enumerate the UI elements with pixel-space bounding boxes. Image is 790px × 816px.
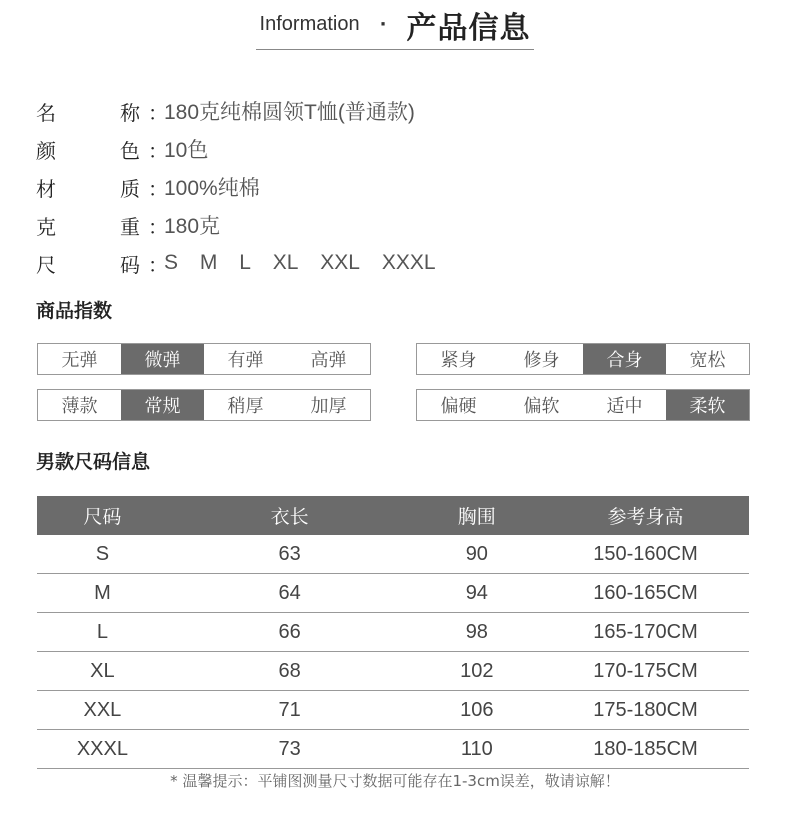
info-colon: ： — [148, 214, 168, 239]
header-separator-dot: · — [379, 14, 387, 35]
info-value: 180克 — [164, 215, 221, 238]
index-option: 偏软 — [523, 396, 560, 417]
header-chinese-title: 产品信息 — [406, 10, 531, 46]
table-cell: M — [37, 574, 168, 613]
index-option: 薄款 — [61, 396, 98, 417]
table-cell: 110 — [412, 730, 543, 769]
info-value: 100%纯棉 — [164, 177, 260, 200]
info-row-name — [36, 92, 452, 130]
info-key: 颜 — [36, 138, 56, 163]
table-cell: XXL — [37, 691, 168, 730]
info-key: 质 — [120, 176, 140, 201]
column-header: 参考身高 — [542, 496, 749, 535]
info-colon: ： — [148, 176, 168, 201]
info-key: 色 — [120, 138, 140, 163]
table-cell: 90 — [412, 535, 543, 574]
table-row — [37, 730, 749, 769]
size-option: L — [239, 251, 251, 274]
table-cell: 64 — [168, 574, 412, 613]
product-info-list — [36, 92, 452, 282]
index-option: 有弹 — [227, 350, 264, 371]
info-key: 码 — [120, 252, 140, 277]
size-option: XXXL — [381, 251, 436, 274]
index-option: 高弹 — [310, 350, 347, 371]
info-value: 180克纯棉圆领T恤(普通款) — [164, 101, 415, 124]
info-key: 重 — [120, 214, 140, 239]
table-cell: S — [37, 535, 168, 574]
table-cell: XL — [37, 652, 168, 691]
table-cell: 94 — [412, 574, 543, 613]
index-option: 适中 — [606, 396, 643, 417]
elasticity-index — [37, 343, 371, 375]
table-cell: 150-160CM — [542, 535, 749, 574]
info-size-list — [164, 251, 452, 275]
measurement-tip: * 温馨提示：平铺图测量尺寸数据可能存在1-3cm误差，敬请谅解！ — [170, 772, 620, 790]
table-cell: 68 — [168, 652, 412, 691]
info-value: 10色 — [164, 139, 209, 162]
info-colon: ： — [148, 252, 168, 277]
size-option: XL — [272, 251, 299, 274]
size-option: M — [199, 251, 218, 274]
table-cell: 63 — [168, 535, 412, 574]
table-row — [37, 535, 749, 574]
thickness-index — [37, 389, 371, 421]
index-option: 稍厚 — [227, 396, 264, 417]
index-option-selected: 柔软 — [666, 390, 749, 420]
info-key: 名 — [36, 100, 56, 125]
size-section-title: 男款尺码信息 — [36, 451, 151, 473]
table-cell: 66 — [168, 613, 412, 652]
table-cell: 73 — [168, 730, 412, 769]
header-title-group — [256, 3, 535, 50]
table-row — [37, 613, 749, 652]
column-header: 尺码 — [37, 496, 168, 535]
table-row — [37, 652, 749, 691]
index-option: 偏硬 — [440, 396, 477, 417]
table-row — [37, 691, 749, 730]
index-option-selected: 常规 — [121, 390, 204, 420]
table-cell: 98 — [412, 613, 543, 652]
size-chart-table — [37, 496, 749, 769]
header-english-title: Information — [259, 13, 360, 35]
index-option: 宽松 — [689, 350, 726, 371]
index-option-selected: 微弹 — [121, 344, 204, 374]
table-cell: 71 — [168, 691, 412, 730]
table-cell: 170-175CM — [542, 652, 749, 691]
table-cell: 180-185CM — [542, 730, 749, 769]
info-row-color — [36, 130, 452, 168]
table-cell: 102 — [412, 652, 543, 691]
info-row-material — [36, 168, 452, 206]
column-header: 胸围 — [412, 496, 543, 535]
info-colon: ： — [148, 138, 168, 163]
index-option: 无弹 — [61, 350, 98, 371]
info-key: 尺 — [36, 252, 56, 277]
index-option: 修身 — [523, 350, 560, 371]
table-header-row — [37, 496, 749, 535]
size-option: S — [164, 251, 179, 274]
info-row-sizes — [36, 244, 452, 282]
page-header — [0, 6, 790, 46]
table-cell: 160-165CM — [542, 574, 749, 613]
index-option: 加厚 — [310, 396, 347, 417]
table-cell: 175-180CM — [542, 691, 749, 730]
column-header: 衣长 — [168, 496, 412, 535]
softness-index — [416, 389, 750, 421]
index-section-title: 商品指数 — [36, 300, 113, 322]
info-colon: ： — [148, 100, 168, 125]
table-cell: 165-170CM — [542, 613, 749, 652]
table-cell: XXXL — [37, 730, 168, 769]
table-cell: L — [37, 613, 168, 652]
info-row-weight — [36, 206, 452, 244]
index-option: 紧身 — [440, 350, 477, 371]
fit-index — [416, 343, 750, 375]
table-row — [37, 574, 749, 613]
table-cell: 106 — [412, 691, 543, 730]
info-key: 克 — [36, 214, 56, 239]
info-key: 称 — [120, 100, 140, 125]
index-option-selected: 合身 — [583, 344, 666, 374]
info-key: 材 — [36, 176, 56, 201]
size-option: XXL — [320, 251, 360, 274]
